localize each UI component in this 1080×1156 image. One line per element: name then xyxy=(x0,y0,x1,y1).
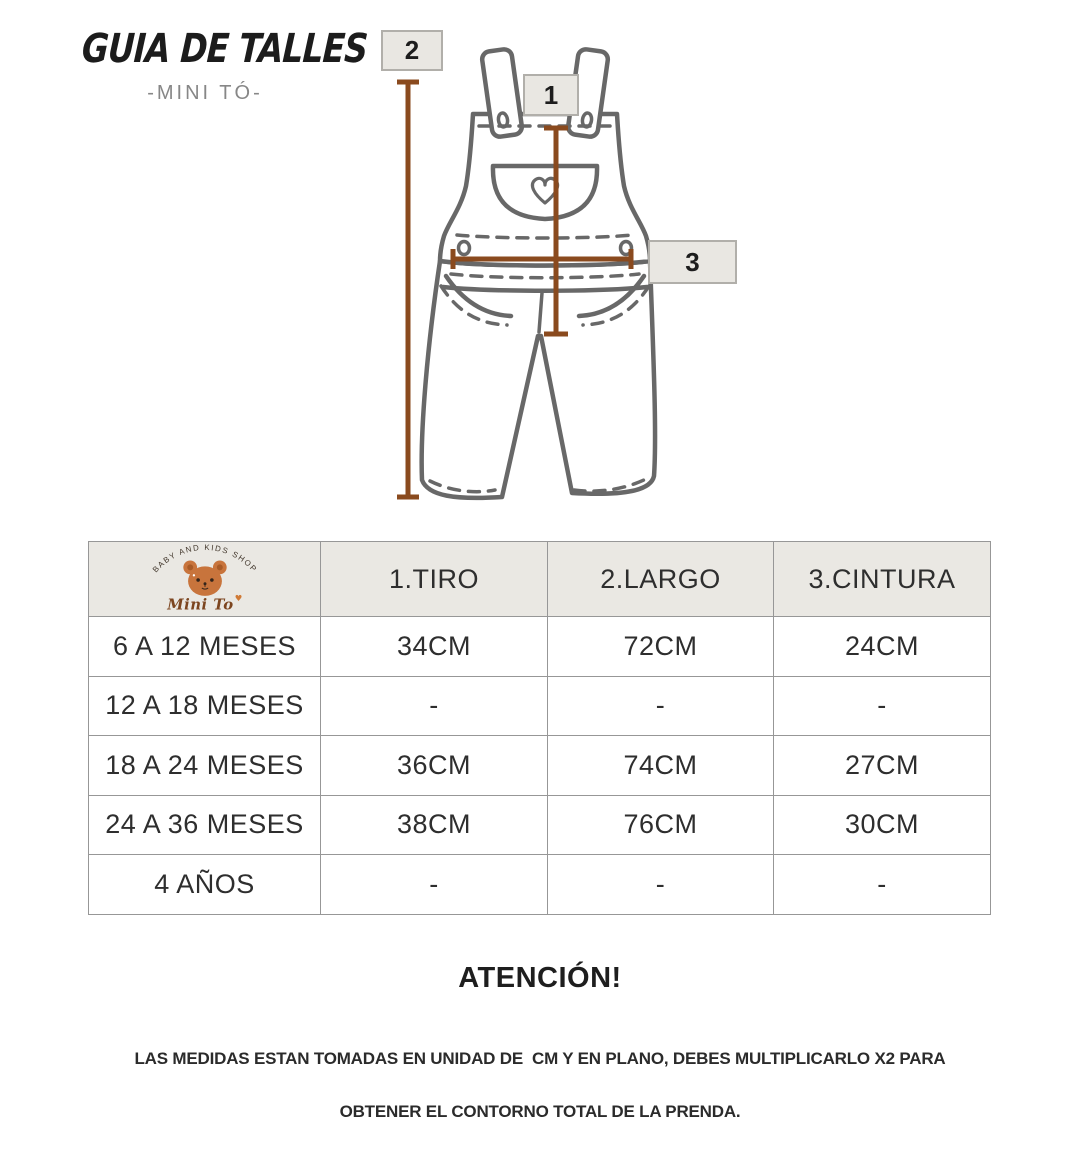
largo-value: - xyxy=(548,676,774,736)
logo-arc-text: BABY AND KIDS SHOP xyxy=(150,542,259,575)
logo-cell xyxy=(89,542,321,617)
page-title: GUIA DE TALLES xyxy=(80,26,369,72)
size-label: 12 A 18 MESES xyxy=(89,676,321,736)
size-label: 4 AÑOS xyxy=(89,855,321,915)
cintura-value: 27CM xyxy=(774,736,991,796)
cintura-value: 30CM xyxy=(774,795,991,855)
tiro-value: 38CM xyxy=(321,795,548,855)
table-row xyxy=(89,736,991,796)
largo-value: 76CM xyxy=(548,795,774,855)
tiro-value: - xyxy=(321,676,548,736)
col-header-tiro: 1.TIRO xyxy=(321,542,548,617)
bear-icon xyxy=(183,561,226,596)
measure-line-largo xyxy=(397,82,419,497)
attention-line-1: LAS MEDIDAS ESTAN TOMADAS EN UNIDAD DE CM Y EN PLANO, DEBES MULTIPLICARLO X2 PARA xyxy=(134,1049,946,1068)
largo-value: 72CM xyxy=(548,617,774,677)
table-row xyxy=(89,676,991,736)
largo-value: 74CM xyxy=(548,736,774,796)
tiro-value: - xyxy=(321,855,548,915)
shop-logo xyxy=(120,542,290,616)
table-row xyxy=(89,855,991,915)
attention-block xyxy=(0,962,1080,1155)
tiro-value: 34CM xyxy=(321,617,548,677)
largo-value: - xyxy=(548,855,774,915)
col-header-largo: 2.LARGO xyxy=(548,542,774,617)
pants-outline xyxy=(422,261,655,498)
title-block xyxy=(55,26,369,105)
size-label: 24 A 36 MESES xyxy=(89,795,321,855)
table-header-row xyxy=(89,542,991,617)
cintura-value: - xyxy=(774,855,991,915)
size-label: 6 A 12 MESES xyxy=(89,617,321,677)
attention-title: ATENCIÓN! xyxy=(458,962,622,994)
attention-text xyxy=(0,1015,1080,1155)
tiro-value: 36CM xyxy=(321,736,548,796)
cintura-value: - xyxy=(774,676,991,736)
col-header-cintura: 3.CINTURA xyxy=(774,542,991,617)
attention-line-2: OBTENER EL CONTORNO TOTAL DE LA PRENDA. xyxy=(339,1101,741,1121)
measure-label-cintura: 3 xyxy=(648,240,737,284)
measure-label-largo: 2 xyxy=(381,30,443,71)
page-subtitle: -MINI TÓ- xyxy=(147,82,263,104)
measure-label-tiro: 1 xyxy=(523,74,579,116)
table-row xyxy=(89,795,991,855)
table-row xyxy=(89,617,991,677)
logo-name: Mini To♥ xyxy=(166,593,243,614)
size-label: 18 A 24 MESES xyxy=(89,736,321,796)
cintura-value: 24CM xyxy=(774,617,991,677)
size-table xyxy=(88,541,991,915)
